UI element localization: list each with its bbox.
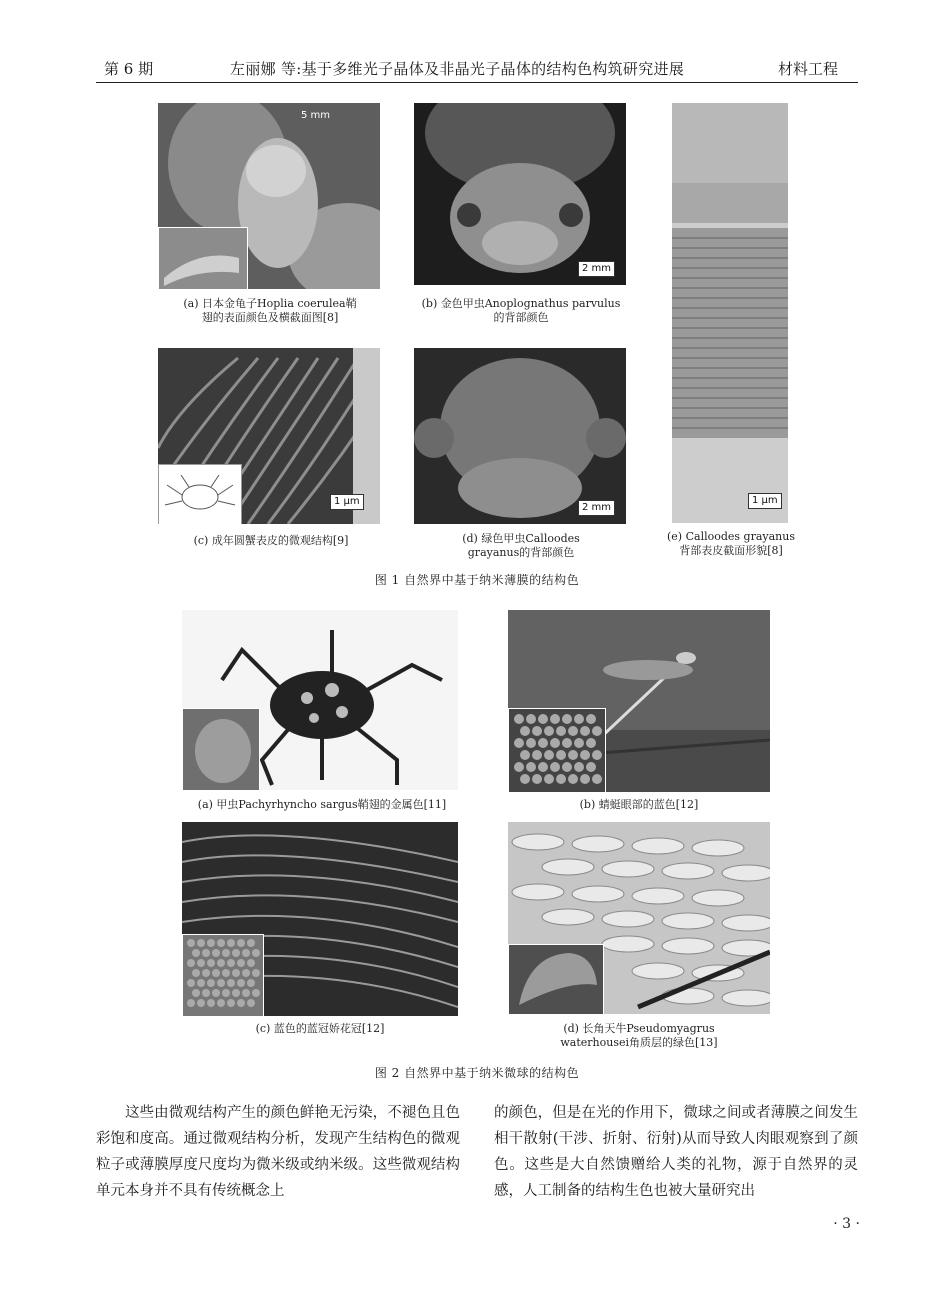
fig1-panel-c-image (158, 348, 380, 524)
fig1e-scale-label: 1 μm (748, 493, 782, 509)
body-text-left: 这些由微观结构产生的颜色鲜艳无污染，不褪色且色彩饱和度高。通过微观结构分析，发现产生结构色的微观粒子或薄膜厚度尺度均为微米级或纳米级。这些微观结构单元本身并不具有传统概念上 (96, 1105, 460, 1199)
fig1-caption-a: (a) 日本金龟子Hoplia coerulea鞘 翅的表面颜色及横截面图[8] (183, 297, 357, 324)
running-header (96, 56, 858, 82)
crab-icon (158, 464, 242, 524)
header-rule (96, 82, 858, 83)
fig2-panel-c-image (182, 822, 458, 1016)
fig2-panel-a-image (182, 610, 458, 790)
figure2-caption: 图 2 自然界中基于纳米微球的结构色 (374, 1066, 580, 1080)
journal-name: 材料工程 (778, 60, 839, 78)
fig1-panel-d-image (414, 348, 626, 524)
fig1-panel-a-image (158, 103, 380, 289)
fig1c-scale-label: 1 μm (330, 494, 364, 510)
fig1d-scale-label: 2 mm (578, 500, 615, 516)
fig2b-inset (508, 708, 606, 792)
fig2a-inset (182, 708, 260, 790)
body-text-right: 的颜色，但是在光的作用下，微球之间或者薄膜之间发生相干散射(干涉、折射、衍射)从而导致人肉眼观察到了颜色。这些是大自然馈赠给人类的礼物，源于自然界的灵感，人工制备的结构生色也被大量研究出 (494, 1105, 858, 1199)
fig2-caption-c: (c) 蓝色的蓝冠娇花冠[12] (255, 1022, 385, 1035)
fig1-caption-b: (b) 金色甲虫Anoplognathus parvulus 的背部颜色 (421, 297, 621, 324)
fig1b-scale-label: 2 mm (578, 261, 615, 277)
fig2-panel-b-image (508, 610, 770, 792)
fig1-caption-e: (e) Calloodes grayanus 背部表皮截面形貌[8] (667, 530, 795, 557)
fig1a-scale-label: 5 mm (301, 110, 331, 121)
fig1-panel-e-image (672, 103, 788, 523)
fig2-caption-d: (d) 长角天牛Pseudomyagrus waterhousei角质层的绿色[13] (560, 1022, 718, 1049)
figure1-caption: 图 1 自然界中基于纳米薄膜的结构色 (374, 573, 580, 587)
page-number: · 3 · (833, 1216, 860, 1232)
article-title: 左丽娜 等:基于多维光子晶体及非晶光子晶体的结构色构筑研究进展 (230, 60, 685, 78)
fig1-panel-b-image (414, 103, 626, 285)
fig1-caption-d: (d) 绿色甲虫Calloodes grayanus的背部颜色 (462, 532, 580, 559)
fig2-caption-b: (b) 蜻蜓眼部的蓝色[12] (579, 798, 699, 811)
fig2-caption-a: (a) 甲虫Pachyrhyncho sargus鞘翅的金属色[11] (197, 798, 447, 811)
fig2-panel-d-image (508, 822, 770, 1014)
issue-number: 第 6 期 (104, 60, 154, 78)
fig1a-inset (158, 227, 248, 289)
fig2d-inset (508, 944, 604, 1014)
fig2c-inset (182, 934, 264, 1016)
fig1-caption-c: (c) 成年圆蟹表皮的微观结构[9] (193, 534, 349, 547)
